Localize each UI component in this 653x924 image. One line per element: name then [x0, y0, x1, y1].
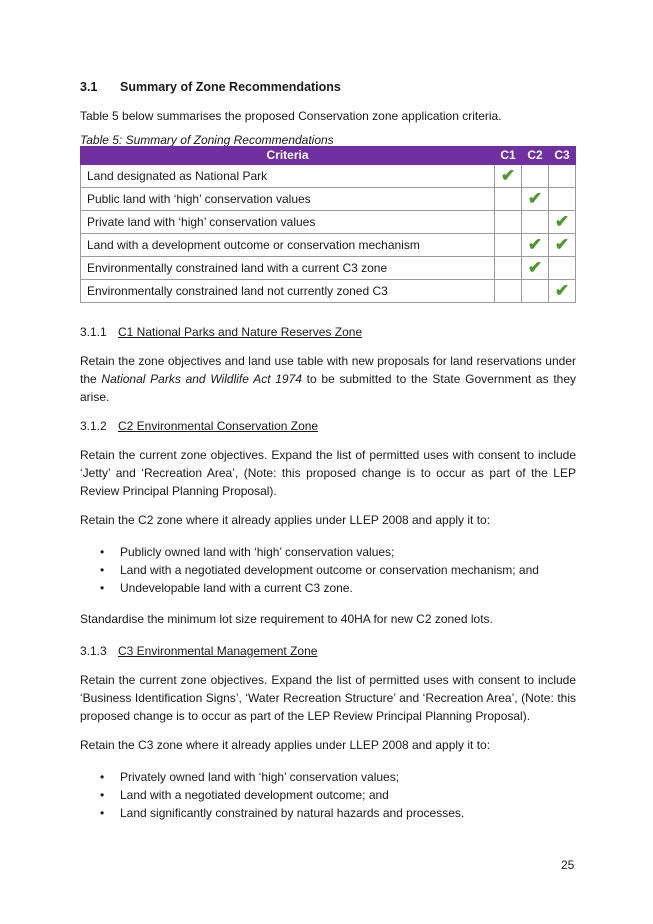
- subsection-title: C2 Environmental Conservation Zone: [118, 419, 319, 433]
- criteria-cell: Land designated as National Park: [81, 165, 495, 188]
- zone-cell-c3: [549, 211, 576, 234]
- subsection-heading-3-1-2: [80, 417, 318, 435]
- paragraph-3-1-2-c: Standardise the minimum lot size requirement to 40HA for new C2 zoned lots.: [80, 612, 493, 626]
- zone-cell-c3: [549, 280, 576, 303]
- section-title: Summary of Zone Recommendations: [120, 80, 341, 94]
- table-row: [81, 165, 576, 188]
- paragraph-text: Retain the zone objectives and land use table with new proposals for land reservations under the: [80, 354, 576, 386]
- zone-cell-c2: [522, 234, 549, 257]
- intro-paragraph: Table 5 below summarises the proposed Conservation zone application criteria.: [80, 109, 502, 123]
- paragraph-3-1-1: [80, 352, 576, 406]
- checkmark-icon: ✔: [554, 211, 570, 231]
- paragraph-3-1-2-a: Retain the current zone objectives. Expand the list of permitted uses with consent to include ‘Jetty’ and ‘Recreation Area’, (Note: this proposed change is to occur as part of the LEP Review Principal Planning Proposal).: [80, 448, 576, 498]
- table-row: [81, 234, 576, 257]
- zone-cell-c3: [549, 257, 576, 280]
- criteria-cell: Land with a development outcome or conservation mechanism: [81, 234, 495, 257]
- criteria-cell: Environmentally constrained land not currently zoned C3: [81, 280, 495, 303]
- subsection-number: 3.1.2: [80, 419, 107, 433]
- list-item: • Land significantly constrained by natural hazards and processes.: [80, 804, 576, 822]
- zone-cell-c1: [495, 257, 522, 280]
- criteria-cell: Environmentally constrained land with a current C3 zone: [81, 257, 495, 280]
- checkmark-icon: ✔: [527, 188, 543, 208]
- criteria-cell: Private land with ‘high’ conservation values: [81, 211, 495, 234]
- subsection-heading-3-1-1: [80, 323, 362, 341]
- table-caption: Table 5: Summary of Zoning Recommendations: [80, 133, 334, 147]
- paragraph-3-1-3-b: Retain the C3 zone where it already applies under LLEP 2008 and apply it to:: [80, 738, 491, 752]
- checkmark-icon: ✔: [554, 280, 570, 300]
- table-row: [81, 280, 576, 303]
- checkmark-icon: ✔: [527, 234, 543, 254]
- subsection-heading-3-1-3: [80, 642, 317, 660]
- header-c2: C2: [522, 147, 549, 165]
- zone-cell-c2: [522, 165, 549, 188]
- list-item: • Privately owned land with ‘high’ conservation values;: [80, 768, 576, 786]
- section-heading: [80, 78, 341, 96]
- zone-cell-c2: [522, 211, 549, 234]
- checkmark-icon: ✔: [500, 165, 516, 185]
- checkmark-icon: ✔: [527, 257, 543, 277]
- header-c1: C1: [495, 147, 522, 165]
- zone-cell-c2: [522, 280, 549, 303]
- paragraph-3-1-3-a: Retain the current zone objectives. Expand the list of permitted uses with consent to include ‘Business Identification Signs’, ‘Water Recreation Structure’ and ‘Recreation Area’, (Note: this proposed change is to occur as part of the LEP Review Principal Planning Proposal).: [80, 673, 576, 723]
- zone-cell-c1: [495, 188, 522, 211]
- list-item: • Publicly owned land with ‘high’ conservation values;: [80, 543, 576, 561]
- zone-cell-c2: [522, 188, 549, 211]
- section-number: 3.1: [80, 80, 98, 94]
- table-row: [81, 257, 576, 280]
- bullet-list-3-1-3: [80, 768, 576, 822]
- act-title: National Parks and Wildlife Act 1974: [101, 372, 302, 386]
- header-c3: C3: [549, 147, 576, 165]
- page-number: 25: [561, 858, 575, 872]
- header-criteria: Criteria: [81, 147, 495, 165]
- subsection-title: C1 National Parks and Nature Reserves Zone: [118, 325, 363, 339]
- checkmark-icon: ✔: [554, 234, 570, 254]
- table-row: [81, 211, 576, 234]
- subsection-number: 3.1.1: [80, 325, 107, 339]
- zone-cell-c2: [522, 257, 549, 280]
- table-header-row: [81, 147, 576, 165]
- zone-cell-c3: [549, 188, 576, 211]
- list-item: • Land with a negotiated development outcome; and: [80, 786, 576, 804]
- table-row: [81, 188, 576, 211]
- paragraph-3-1-2-b: Retain the C2 zone where it already applies under LLEP 2008 and apply it to:: [80, 513, 491, 527]
- zone-cell-c1: [495, 280, 522, 303]
- bullet-list-3-1-2: [80, 543, 576, 597]
- zone-cell-c3: [549, 234, 576, 257]
- zone-cell-c1: [495, 234, 522, 257]
- zone-cell-c1: [495, 211, 522, 234]
- zoning-table: [80, 146, 576, 303]
- criteria-cell: Public land with ‘high’ conservation values: [81, 188, 495, 211]
- subsection-title: C3 Environmental Management Zone: [118, 644, 318, 658]
- subsection-number: 3.1.3: [80, 644, 107, 658]
- list-item: • Undevelopable land with a current C3 zone.: [80, 579, 576, 597]
- zone-cell-c1: [495, 165, 522, 188]
- list-item: • Land with a negotiated development outcome or conservation mechanism; and: [80, 561, 576, 579]
- zone-cell-c3: [549, 165, 576, 188]
- paragraph-text: to be submitted to the State Government as they arise.: [80, 372, 577, 404]
